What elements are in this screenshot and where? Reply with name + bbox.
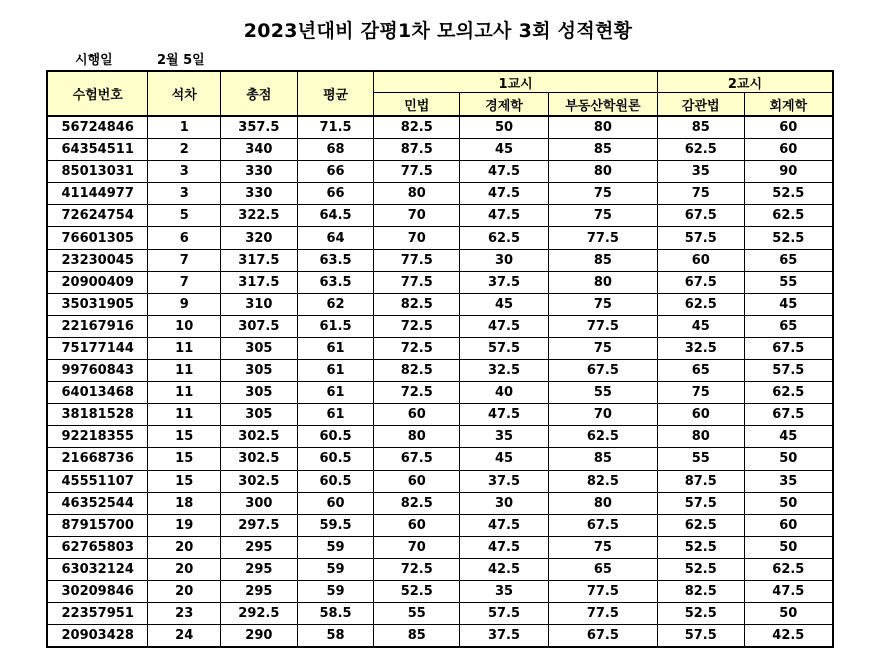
- page-title: 2023년대비 감평1차 모의고사 3회 성적현황: [243, 20, 633, 42]
- cell-id: 56724846: [47, 116, 148, 139]
- cell-rank: 10: [148, 315, 221, 337]
- cell-total: 307.5: [221, 315, 298, 337]
- cell-civil-law: 87.5: [374, 139, 460, 161]
- cell-average: 60.5: [297, 426, 374, 448]
- cell-average: 66: [297, 161, 374, 183]
- cell-id: 72624754: [47, 205, 148, 227]
- cell-accounting: 50: [744, 536, 833, 558]
- cell-id: 99760843: [47, 360, 148, 382]
- cell-economics: 45: [460, 293, 549, 315]
- cell-rank: 24: [148, 625, 221, 648]
- cell-civil-law: 52.5: [374, 580, 460, 602]
- exam-date-label: 시행일: [75, 53, 113, 68]
- cell-total: 357.5: [221, 116, 298, 139]
- cell-appraisal-law: 75: [657, 183, 744, 205]
- cell-real-estate: 67.5: [548, 625, 657, 648]
- cell-id: 23230045: [47, 249, 148, 271]
- cell-real-estate: 85: [548, 249, 657, 271]
- cell-economics: 45: [460, 139, 549, 161]
- cell-real-estate: 82.5: [548, 470, 657, 492]
- table-row: [47, 139, 833, 161]
- cell-id: 35031905: [47, 293, 148, 315]
- cell-real-estate: 65: [548, 558, 657, 580]
- cell-civil-law: 70: [374, 536, 460, 558]
- cell-appraisal-law: 65: [657, 360, 744, 382]
- table-row: [47, 382, 833, 404]
- table-row: [47, 558, 833, 580]
- cell-rank: 7: [148, 249, 221, 271]
- cell-economics: 47.5: [460, 536, 549, 558]
- cell-average: 58.5: [297, 603, 374, 625]
- cell-appraisal-law: 55: [657, 448, 744, 470]
- cell-civil-law: 72.5: [374, 337, 460, 359]
- cell-economics: 35: [460, 580, 549, 602]
- cell-civil-law: 82.5: [374, 116, 460, 139]
- cell-average: 59.5: [297, 514, 374, 536]
- cell-economics: 47.5: [460, 514, 549, 536]
- cell-real-estate: 80: [548, 271, 657, 293]
- cell-total: 322.5: [221, 205, 298, 227]
- cell-total: 330: [221, 183, 298, 205]
- cell-rank: 11: [148, 337, 221, 359]
- table-row: [47, 514, 833, 536]
- cell-economics: 50: [460, 116, 549, 139]
- cell-rank: 9: [148, 293, 221, 315]
- cell-accounting: 62.5: [744, 205, 833, 227]
- cell-real-estate: 70: [548, 404, 657, 426]
- cell-average: 61: [297, 337, 374, 359]
- cell-total: 295: [221, 536, 298, 558]
- cell-average: 60.5: [297, 470, 374, 492]
- table-row: [47, 293, 833, 315]
- header-id: 수험번호: [47, 71, 148, 116]
- cell-accounting: 35: [744, 470, 833, 492]
- cell-total: 295: [221, 580, 298, 602]
- cell-average: 61.5: [297, 315, 374, 337]
- table-row: [47, 227, 833, 249]
- cell-accounting: 62.5: [744, 382, 833, 404]
- cell-real-estate: 77.5: [548, 315, 657, 337]
- cell-appraisal-law: 75: [657, 382, 744, 404]
- cell-economics: 37.5: [460, 470, 549, 492]
- cell-civil-law: 82.5: [374, 492, 460, 514]
- cell-total: 290: [221, 625, 298, 648]
- cell-real-estate: 85: [548, 448, 657, 470]
- cell-id: 21668736: [47, 448, 148, 470]
- cell-average: 59: [297, 580, 374, 602]
- cell-accounting: 45: [744, 293, 833, 315]
- cell-civil-law: 60: [374, 514, 460, 536]
- cell-average: 60.5: [297, 448, 374, 470]
- cell-average: 59: [297, 536, 374, 558]
- table-header: [47, 71, 833, 116]
- cell-average: 66: [297, 183, 374, 205]
- cell-economics: 57.5: [460, 337, 549, 359]
- cell-id: 20900409: [47, 271, 148, 293]
- cell-rank: 11: [148, 360, 221, 382]
- cell-accounting: 55: [744, 271, 833, 293]
- cell-rank: 15: [148, 426, 221, 448]
- table-row: [47, 492, 833, 514]
- table-row: [47, 360, 833, 382]
- cell-id: 64354511: [47, 139, 148, 161]
- table-row: [47, 470, 833, 492]
- cell-rank: 20: [148, 536, 221, 558]
- cell-id: 63032124: [47, 558, 148, 580]
- cell-average: 60: [297, 492, 374, 514]
- cell-economics: 47.5: [460, 161, 549, 183]
- cell-average: 61: [297, 382, 374, 404]
- table-row: [47, 536, 833, 558]
- cell-appraisal-law: 62.5: [657, 139, 744, 161]
- cell-economics: 47.5: [460, 315, 549, 337]
- cell-civil-law: 77.5: [374, 161, 460, 183]
- cell-civil-law: 70: [374, 205, 460, 227]
- cell-appraisal-law: 52.5: [657, 603, 744, 625]
- cell-id: 22357951: [47, 603, 148, 625]
- cell-average: 59: [297, 558, 374, 580]
- cell-total: 320: [221, 227, 298, 249]
- cell-civil-law: 72.5: [374, 382, 460, 404]
- cell-civil-law: 82.5: [374, 293, 460, 315]
- cell-accounting: 67.5: [744, 337, 833, 359]
- cell-real-estate: 80: [548, 492, 657, 514]
- cell-accounting: 52.5: [744, 227, 833, 249]
- cell-average: 63.5: [297, 271, 374, 293]
- table-row: [47, 337, 833, 359]
- cell-id: 92218355: [47, 426, 148, 448]
- cell-id: 87915700: [47, 514, 148, 536]
- cell-total: 305: [221, 382, 298, 404]
- cell-appraisal-law: 80: [657, 426, 744, 448]
- cell-rank: 7: [148, 271, 221, 293]
- cell-real-estate: 85: [548, 139, 657, 161]
- table-row: [47, 271, 833, 293]
- cell-total: 305: [221, 404, 298, 426]
- table-row: [47, 404, 833, 426]
- cell-total: 295: [221, 558, 298, 580]
- cell-total: 300: [221, 492, 298, 514]
- cell-rank: 23: [148, 603, 221, 625]
- cell-real-estate: 75: [548, 337, 657, 359]
- cell-real-estate: 80: [548, 161, 657, 183]
- cell-real-estate: 75: [548, 183, 657, 205]
- cell-rank: 15: [148, 470, 221, 492]
- header-rank: 석차: [148, 71, 221, 116]
- cell-civil-law: 72.5: [374, 315, 460, 337]
- score-table: [46, 70, 834, 648]
- cell-economics: 35: [460, 426, 549, 448]
- table-row: [47, 603, 833, 625]
- cell-appraisal-law: 60: [657, 249, 744, 271]
- table-row: [47, 580, 833, 602]
- cell-real-estate: 62.5: [548, 426, 657, 448]
- cell-accounting: 50: [744, 448, 833, 470]
- cell-rank: 19: [148, 514, 221, 536]
- cell-economics: 42.5: [460, 558, 549, 580]
- table-row: [47, 426, 833, 448]
- cell-average: 64.5: [297, 205, 374, 227]
- cell-real-estate: 67.5: [548, 360, 657, 382]
- cell-economics: 32.5: [460, 360, 549, 382]
- table-row: [47, 161, 833, 183]
- cell-appraisal-law: 32.5: [657, 337, 744, 359]
- cell-accounting: 45: [744, 426, 833, 448]
- cell-rank: 11: [148, 382, 221, 404]
- cell-total: 317.5: [221, 271, 298, 293]
- cell-economics: 40: [460, 382, 549, 404]
- cell-accounting: 67.5: [744, 404, 833, 426]
- cell-civil-law: 70: [374, 227, 460, 249]
- cell-id: 64013468: [47, 382, 148, 404]
- table-row: [47, 625, 833, 648]
- cell-appraisal-law: 57.5: [657, 492, 744, 514]
- table-row: [47, 116, 833, 139]
- cell-id: 22167916: [47, 315, 148, 337]
- cell-accounting: 52.5: [744, 183, 833, 205]
- cell-accounting: 60: [744, 116, 833, 139]
- table-row: [47, 205, 833, 227]
- cell-real-estate: 75: [548, 293, 657, 315]
- cell-total: 340: [221, 139, 298, 161]
- cell-average: 63.5: [297, 249, 374, 271]
- cell-economics: 47.5: [460, 183, 549, 205]
- cell-id: 45551107: [47, 470, 148, 492]
- cell-rank: 5: [148, 205, 221, 227]
- cell-real-estate: 55: [548, 382, 657, 404]
- cell-total: 330: [221, 161, 298, 183]
- cell-civil-law: 80: [374, 183, 460, 205]
- cell-total: 317.5: [221, 249, 298, 271]
- cell-real-estate: 77.5: [548, 580, 657, 602]
- header-average: 평균: [297, 71, 374, 116]
- cell-civil-law: 80: [374, 426, 460, 448]
- cell-total: 305: [221, 360, 298, 382]
- cell-rank: 3: [148, 183, 221, 205]
- cell-appraisal-law: 57.5: [657, 227, 744, 249]
- cell-total: 302.5: [221, 448, 298, 470]
- cell-id: 46352544: [47, 492, 148, 514]
- cell-accounting: 50: [744, 603, 833, 625]
- cell-accounting: 57.5: [744, 360, 833, 382]
- cell-civil-law: 60: [374, 470, 460, 492]
- cell-average: 64: [297, 227, 374, 249]
- header-period1: 1교시: [374, 71, 658, 93]
- cell-appraisal-law: 85: [657, 116, 744, 139]
- header-subject-appraisal-law: 감관법: [657, 93, 744, 117]
- cell-real-estate: 75: [548, 205, 657, 227]
- cell-id: 76601305: [47, 227, 148, 249]
- cell-real-estate: 67.5: [548, 514, 657, 536]
- cell-real-estate: 75: [548, 536, 657, 558]
- table-row: [47, 448, 833, 470]
- cell-average: 68: [297, 139, 374, 161]
- cell-appraisal-law: 62.5: [657, 514, 744, 536]
- cell-accounting: 60: [744, 514, 833, 536]
- cell-rank: 2: [148, 139, 221, 161]
- cell-average: 58: [297, 625, 374, 648]
- cell-economics: 57.5: [460, 603, 549, 625]
- cell-appraisal-law: 52.5: [657, 536, 744, 558]
- cell-real-estate: 77.5: [548, 227, 657, 249]
- exam-date-value: 2월 5일: [157, 53, 205, 68]
- header-period2: 2교시: [657, 71, 833, 93]
- cell-accounting: 60: [744, 139, 833, 161]
- cell-civil-law: 77.5: [374, 271, 460, 293]
- header-subject-civil-law: 민법: [374, 93, 460, 117]
- cell-civil-law: 55: [374, 603, 460, 625]
- cell-total: 297.5: [221, 514, 298, 536]
- cell-appraisal-law: 52.5: [657, 558, 744, 580]
- cell-civil-law: 72.5: [374, 558, 460, 580]
- cell-rank: 15: [148, 448, 221, 470]
- cell-average: 61: [297, 360, 374, 382]
- cell-accounting: 90: [744, 161, 833, 183]
- cell-economics: 47.5: [460, 404, 549, 426]
- cell-civil-law: 60: [374, 404, 460, 426]
- cell-rank: 6: [148, 227, 221, 249]
- cell-appraisal-law: 45: [657, 315, 744, 337]
- header-subject-real-estate: 부동산학원론: [548, 93, 657, 117]
- header-subject-economics: 경제학: [460, 93, 549, 117]
- cell-id: 30209846: [47, 580, 148, 602]
- cell-rank: 18: [148, 492, 221, 514]
- cell-economics: 45: [460, 448, 549, 470]
- cell-appraisal-law: 62.5: [657, 293, 744, 315]
- cell-appraisal-law: 60: [657, 404, 744, 426]
- cell-accounting: 65: [744, 315, 833, 337]
- cell-accounting: 42.5: [744, 625, 833, 648]
- cell-total: 302.5: [221, 470, 298, 492]
- cell-appraisal-law: 57.5: [657, 625, 744, 648]
- cell-appraisal-law: 82.5: [657, 580, 744, 602]
- cell-accounting: 65: [744, 249, 833, 271]
- table-row: [47, 249, 833, 271]
- cell-id: 62765803: [47, 536, 148, 558]
- cell-rank: 3: [148, 161, 221, 183]
- cell-appraisal-law: 67.5: [657, 205, 744, 227]
- table-row: [47, 315, 833, 337]
- cell-accounting: 62.5: [744, 558, 833, 580]
- cell-economics: 37.5: [460, 271, 549, 293]
- cell-accounting: 47.5: [744, 580, 833, 602]
- cell-id: 38181528: [47, 404, 148, 426]
- cell-civil-law: 85: [374, 625, 460, 648]
- cell-civil-law: 67.5: [374, 448, 460, 470]
- cell-accounting: 50: [744, 492, 833, 514]
- cell-economics: 30: [460, 249, 549, 271]
- cell-total: 292.5: [221, 603, 298, 625]
- cell-total: 305: [221, 337, 298, 359]
- cell-id: 20903428: [47, 625, 148, 648]
- cell-civil-law: 77.5: [374, 249, 460, 271]
- cell-economics: 62.5: [460, 227, 549, 249]
- cell-average: 61: [297, 404, 374, 426]
- cell-appraisal-law: 87.5: [657, 470, 744, 492]
- cell-civil-law: 82.5: [374, 360, 460, 382]
- cell-id: 85013031: [47, 161, 148, 183]
- cell-economics: 30: [460, 492, 549, 514]
- cell-economics: 47.5: [460, 205, 549, 227]
- header-subject-accounting: 회계학: [744, 93, 833, 117]
- cell-real-estate: 80: [548, 116, 657, 139]
- cell-rank: 1: [148, 116, 221, 139]
- cell-total: 302.5: [221, 426, 298, 448]
- cell-appraisal-law: 35: [657, 161, 744, 183]
- cell-rank: 20: [148, 558, 221, 580]
- cell-id: 75177144: [47, 337, 148, 359]
- cell-appraisal-law: 67.5: [657, 271, 744, 293]
- table-body: [47, 116, 833, 647]
- cell-economics: 37.5: [460, 625, 549, 648]
- cell-average: 71.5: [297, 116, 374, 139]
- table-row: [47, 183, 833, 205]
- cell-rank: 20: [148, 580, 221, 602]
- cell-average: 62: [297, 293, 374, 315]
- cell-rank: 11: [148, 404, 221, 426]
- header-total: 총점: [221, 71, 298, 116]
- cell-id: 41144977: [47, 183, 148, 205]
- cell-real-estate: 77.5: [548, 603, 657, 625]
- cell-total: 310: [221, 293, 298, 315]
